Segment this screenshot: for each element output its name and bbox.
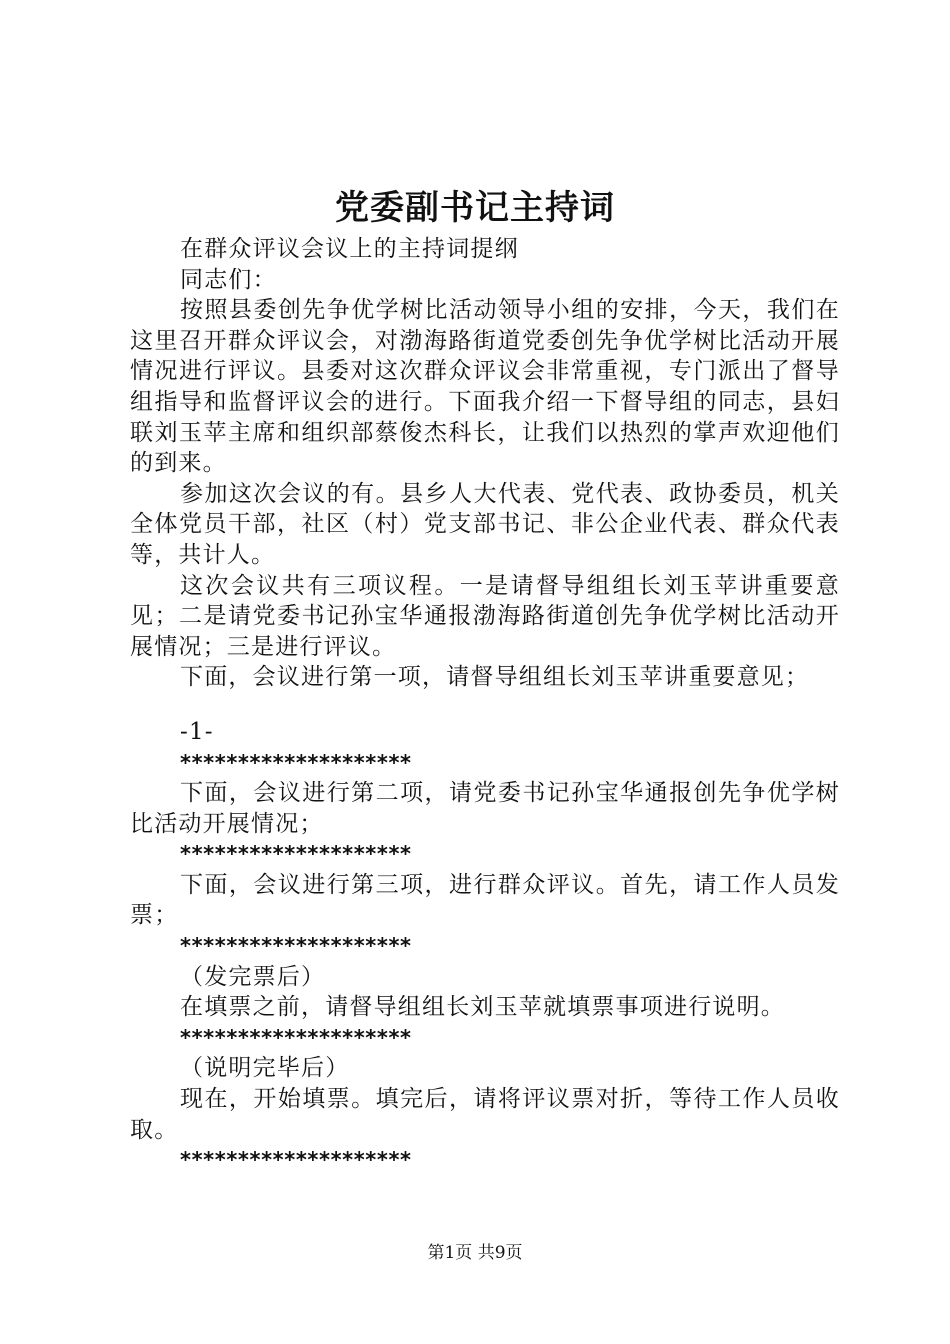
body-paragraph: 下面，会议进行第一项，请督导组组长刘玉苹讲重要意见； — [180, 664, 810, 691]
separator-stars: ******************** — [180, 1148, 412, 1173]
separator-stars: ******************** — [180, 934, 412, 959]
subtitle-paragraph: 在群众评议会议上的主持词提纲 — [180, 236, 519, 262]
stage-note: （说明完毕后） — [180, 1055, 350, 1082]
body-paragraph: 在填票之前，请督导组组长刘玉苹就填票事项进行说明。 — [180, 994, 785, 1021]
body-paragraph: 这次会议共有三项议程。一是请督导组组长刘玉苹讲重要意见；二是请党委书记孙宝华通报渤海路街道创先争优学树比活动开展情况；三是进行评议。 — [130, 572, 840, 660]
stage-note: （发完票后） — [180, 963, 326, 990]
separator-stars: ******************** — [180, 750, 412, 775]
body-paragraph: 下面，会议进行第二项，请党委书记孙宝华通报创先争优学树比活动开展情况； — [130, 780, 840, 837]
document-title: 党委副书记主持词 — [335, 188, 615, 228]
body-paragraph: 按照县委创先争优学树比活动领导小组的安排，今天，我们在这里召开群众评议会，对渤海路街道党委创先争优学树比活动开展情况进行评议。县委对这次群众评议会非常重视，专门派出了督导组指导和监督评议会的进行。下面我介绍一下督导组的同志，县妇联刘玉苹主席和组织部蔡俊杰科长，让我们以热烈的掌声欢迎他们的到来。 — [130, 297, 840, 477]
salutation-paragraph: 同志们： — [180, 266, 277, 293]
body-paragraph: 下面，会议进行第三项，进行群众评议。首先，请工作人员发票； — [130, 871, 840, 929]
inline-page-number: -1- — [180, 718, 214, 745]
page-footer: 第1页 共9页 — [427, 1243, 523, 1263]
document-body — [130, 234, 840, 1176]
separator-stars: ******************** — [180, 1025, 412, 1050]
body-paragraph: 参加这次会议的有。县乡人大代表、党代表、政协委员，机关全体党员干部，社区（村）党支部书记、非公企业代表、群众代表等，共计人。 — [130, 480, 840, 568]
body-paragraph: 现在，开始填票。填完后，请将评议票对折，等待工作人员收取。 — [130, 1086, 840, 1143]
separator-stars: ******************** — [180, 842, 412, 867]
